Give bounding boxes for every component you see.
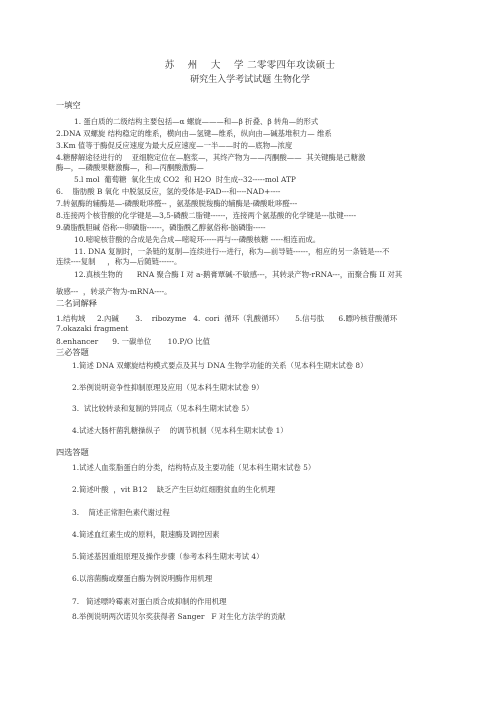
optional-q5: 5.简述基因重组原理及操作步骤（参考本科生期末考试 4） [72,552,264,561]
optional-q4: 4.简述血红素生成的原料，限速酶及调控因素 [72,530,220,539]
fill-line-9: 9.磷脂酰胆碱 俗称---卵磷脂------，磷脂酰乙醇氨俗称-脑磷脂----- [56,223,266,232]
section-heading-required: 三必答题 [56,347,89,357]
section-heading-terms: 二名词解释 [56,298,97,308]
fill-line-10: 10.嘧啶核苷酸的合成是先合成—嘧啶环-----再与---磷酸核糖 -----相连而成。 [74,235,321,244]
fill-line-2: 2.DNA 双螺旋 结构稳定的维系，横向由—氢键—维系，纵向由—碱基堆积力— 维系 [56,129,332,138]
optional-q6: 6.以溶菌酶或糜蛋白酶为例说明酶作用机理 [72,574,213,583]
optional-q3: 3. 简述正常胆色素代谢过程 [72,508,170,517]
term-line-3: 8.enhancer 9. 一碳单位 10.P/O 比值 [56,337,211,346]
term-line-2: 7.okazaki fragment [56,324,129,333]
document-title: 苏 州 大 学 二零零四年攻读硕士 [164,60,336,71]
required-q1: 1.简述 DNA 双螺旋结构模式要点及其与 DNA 生物学功能的关系（见本科生期末试卷 8） [72,361,368,370]
fill-line-4-cont: 酶—，—磷酸果糖激酶—，和—丙酮酸激酶— [56,163,204,172]
fill-line-8: 8.连接两个核苷酸的化学键是—3,5-磷酸二脂键------，连接两个氨基酸的化学键是---肽键----- [56,211,357,220]
fill-line-12: 12.真核生物的 RNA 聚合酶 I 对 a-鹅膏覃碱-不敏感---，其转录产物-rRNA---，而聚合酶 II 对其 [74,270,403,279]
fill-line-12-cont: 敏感--- ，转录产物为-mRNA----。 [56,287,172,296]
fill-line-11: 11. DNA 复制时，一条链的复制—连续进行---进行，称为—前导链------，相应的另一条链是---不 [74,247,390,256]
required-q2: 2.举例说明竞争性抑制原理及应用（见本科生期末试卷 9） [72,383,264,392]
section-heading-fill-in: 一填空 [56,100,81,110]
section-heading-optional: 四选答题 [56,447,89,457]
fill-line-11-cont: 连续----复制 ，称为—后随链------。 [56,257,182,266]
optional-q1: 1.试述人血浆脂蛋白的分类，结构特点及主要功能（见本科生期末试卷 5） [72,463,316,472]
fill-line-7: 7.转氨酶的辅酶是—-磷酸吡哆醛-- ，氨基酸脱羧酶的辅酶是-磷酸吡哆醛--- [56,199,298,208]
optional-q2: 2.简述叶酸 ，vit B12 缺乏产生巨幼红细胞贫血的生化机理 [72,485,276,494]
optional-q7: 7. 简述嘌呤霉素对蛋白质合成抑制的作用机理 [72,597,227,606]
term-line-1: 1.结构域 2.內碱 3. ribozyme 4. cori 循环（乳酸循环） 5.信号肽 6.瞟吟核苷酸循环 [56,314,398,323]
fill-line-3: 3.Km 值等于酶促反应速度为最大反应速度—一半——时的—底物—浓度 [56,141,293,150]
required-q3: 3. 试比较转录和复制的异同点（见本科生期末试卷 5） [72,404,254,413]
required-q4: 4.试述大肠杆菌乳糖操纵子 的调节机制（见本科生期末试卷 1） [72,426,288,435]
fill-line-6: 6. 脂肪酸 B 氧化 中脱氢反应，氢的受体是-FAD---和----NAD+---- [56,187,281,196]
document-subtitle: 研究生入学考试试题 生物化学 [190,75,310,85]
fill-line-1: 1. 蛋白质的二级结构主要包括—α 螺旋———和—β 折叠、β 转角—的形式 [74,117,319,126]
fill-line-4: 4.糖酵解途径进行的 亚细胞定位在—胞浆—，其终产物为——丙酮酸—— 其关键酶是己糖激 [56,153,366,162]
fill-line-5: 5.l mol 葡萄糖 氧化生成 CO2 和 H2O 时生成--32-----mol ATP [74,175,296,184]
optional-q8: 8.举例说明两次诺贝尔奖获得者 Sanger F 对生化方法学的贡献 [72,612,286,621]
